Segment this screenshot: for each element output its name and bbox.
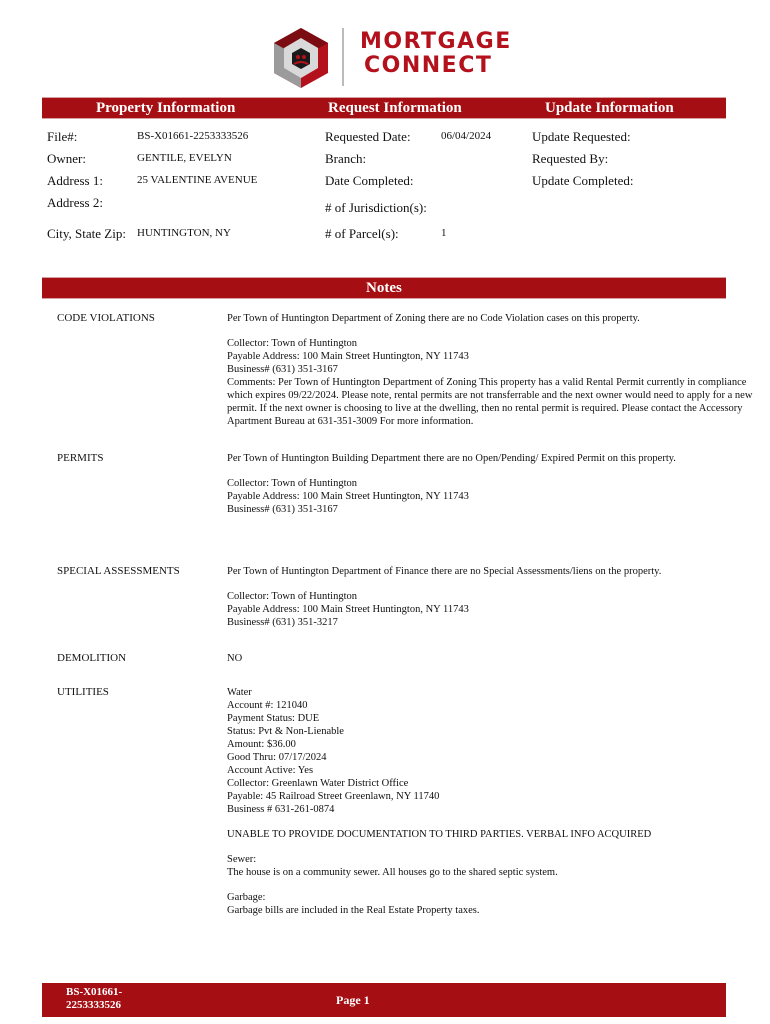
city-state-zip-value: HUNTINGTON, NY bbox=[137, 227, 231, 239]
parcels-label: # of Parcel(s): bbox=[325, 226, 399, 241]
branch-label: Branch: bbox=[325, 151, 367, 166]
address2-label: Address 2: bbox=[47, 195, 103, 210]
request-information-heading: Request Information bbox=[328, 100, 462, 116]
code-violations-summary: Per Town of Huntington Department of Zoning there are no Code Violation cases on this property. bbox=[227, 313, 640, 324]
requested-date-value: 06/04/2024 bbox=[441, 130, 492, 142]
permits-notes bbox=[227, 452, 757, 528]
utilities-label: UTILITIES bbox=[57, 686, 109, 698]
owner-label: Owner: bbox=[47, 151, 86, 166]
garbage-details: Garbage: Garbage bills are included in the Real Estate Property taxes. bbox=[227, 892, 480, 916]
logo-text bbox=[360, 30, 512, 78]
permits-label: PERMITS bbox=[57, 452, 104, 464]
code-violations-notes bbox=[227, 312, 757, 440]
permits-details: Collector: Town of Huntington Payable Address: 100 Main Street Huntington, NY 11743 Business# (631) 351-3167 bbox=[227, 478, 469, 515]
logo-cube-icon bbox=[270, 26, 332, 88]
special-assessments-notes bbox=[227, 565, 757, 641]
third-party-notice: UNABLE TO PROVIDE DOCUMENTATION TO THIRD PARTIES. VERBAL INFO ACQUIRED bbox=[227, 829, 652, 840]
code-violations-label: CODE VIOLATIONS bbox=[57, 312, 155, 324]
special-assessments-label: SPECIAL ASSESSMENTS bbox=[57, 565, 180, 577]
address1-value: 25 VALENTINE AVENUE bbox=[137, 174, 258, 186]
file-value: BS-X01661-2253333526 bbox=[137, 130, 249, 142]
file-label: File#: bbox=[47, 129, 78, 144]
utilities-notes bbox=[227, 686, 757, 929]
logo-line-2: CONNECT bbox=[364, 53, 493, 78]
city-state-zip-label: City, State Zip: bbox=[47, 226, 126, 241]
date-completed-label: Date Completed: bbox=[325, 173, 414, 188]
update-completed-label: Update Completed: bbox=[532, 173, 634, 188]
mortgage-connect-logo bbox=[270, 26, 520, 90]
jurisdictions-label: # of Jurisdiction(s): bbox=[325, 200, 427, 215]
demolition-value: NO bbox=[227, 653, 243, 664]
owner-value: GENTILE, EVELYN bbox=[137, 152, 232, 164]
address1-label: Address 1: bbox=[47, 173, 103, 188]
logo-line-1: MORTGAGE bbox=[360, 29, 512, 54]
footer-file-id: BS-X01661- 2253333526 bbox=[66, 986, 123, 1011]
notes-heading: Notes bbox=[366, 280, 402, 296]
parcels-value: 1 bbox=[441, 227, 447, 239]
property-information-heading: Property Information bbox=[96, 100, 236, 116]
special-assessments-summary: Per Town of Huntington Department of Finance there are no Special Assessments/liens on the property. bbox=[227, 566, 662, 577]
requested-date-label: Requested Date: bbox=[325, 129, 411, 144]
update-information-heading: Update Information bbox=[545, 100, 674, 116]
demolition-label: DEMOLITION bbox=[57, 652, 127, 664]
demolition-notes bbox=[227, 652, 757, 677]
permits-summary: Per Town of Huntington Building Department there are no Open/Pending/ Expired Permit on this property. bbox=[227, 453, 676, 464]
requested-by-label: Requested By: bbox=[532, 151, 609, 166]
info-header-bar bbox=[42, 97, 726, 119]
logo-divider bbox=[342, 28, 344, 86]
notes-header-bar bbox=[42, 277, 726, 299]
code-violations-details: Collector: Town of Huntington Payable Address: 100 Main Street Huntington, NY 11743 Business# (631) 351-3167 Comments: Per Town of Huntington Department of Zoning This property has a valid Rental Permit currently in compliance which expires 09/22/2024. Please note, rental permits are not transferrable and the next owner would need to apply for a new permit. If the next owner is choosing to live at the dwelling, then no rental permit is required. Please contact the Accessory Apartment Bureau at 631-351-3009 For more information. bbox=[227, 338, 753, 427]
update-requested-label: Update Requested: bbox=[532, 129, 631, 144]
page-footer bbox=[42, 983, 726, 1017]
special-assessments-details: Collector: Town of Huntington Payable Address: 100 Main Street Huntington, NY 11743 Business# (631) 351-3217 bbox=[227, 591, 469, 628]
sewer-details: Sewer: The house is on a community sewer. All houses go to the shared septic system. bbox=[227, 854, 558, 878]
water-details: Water Account #: 121040 Payment Status: DUE Status: Pvt & Non-Lienable Amount: $36.00 Good Thru: 07/17/2024 Account Active: Yes Collector: Greenlawn Water District Office Payable: 45 Railroad Street Greenlawn, NY 11740 Business # 631-261-0874 bbox=[227, 687, 440, 815]
page-number: Page 1 bbox=[336, 993, 370, 1007]
